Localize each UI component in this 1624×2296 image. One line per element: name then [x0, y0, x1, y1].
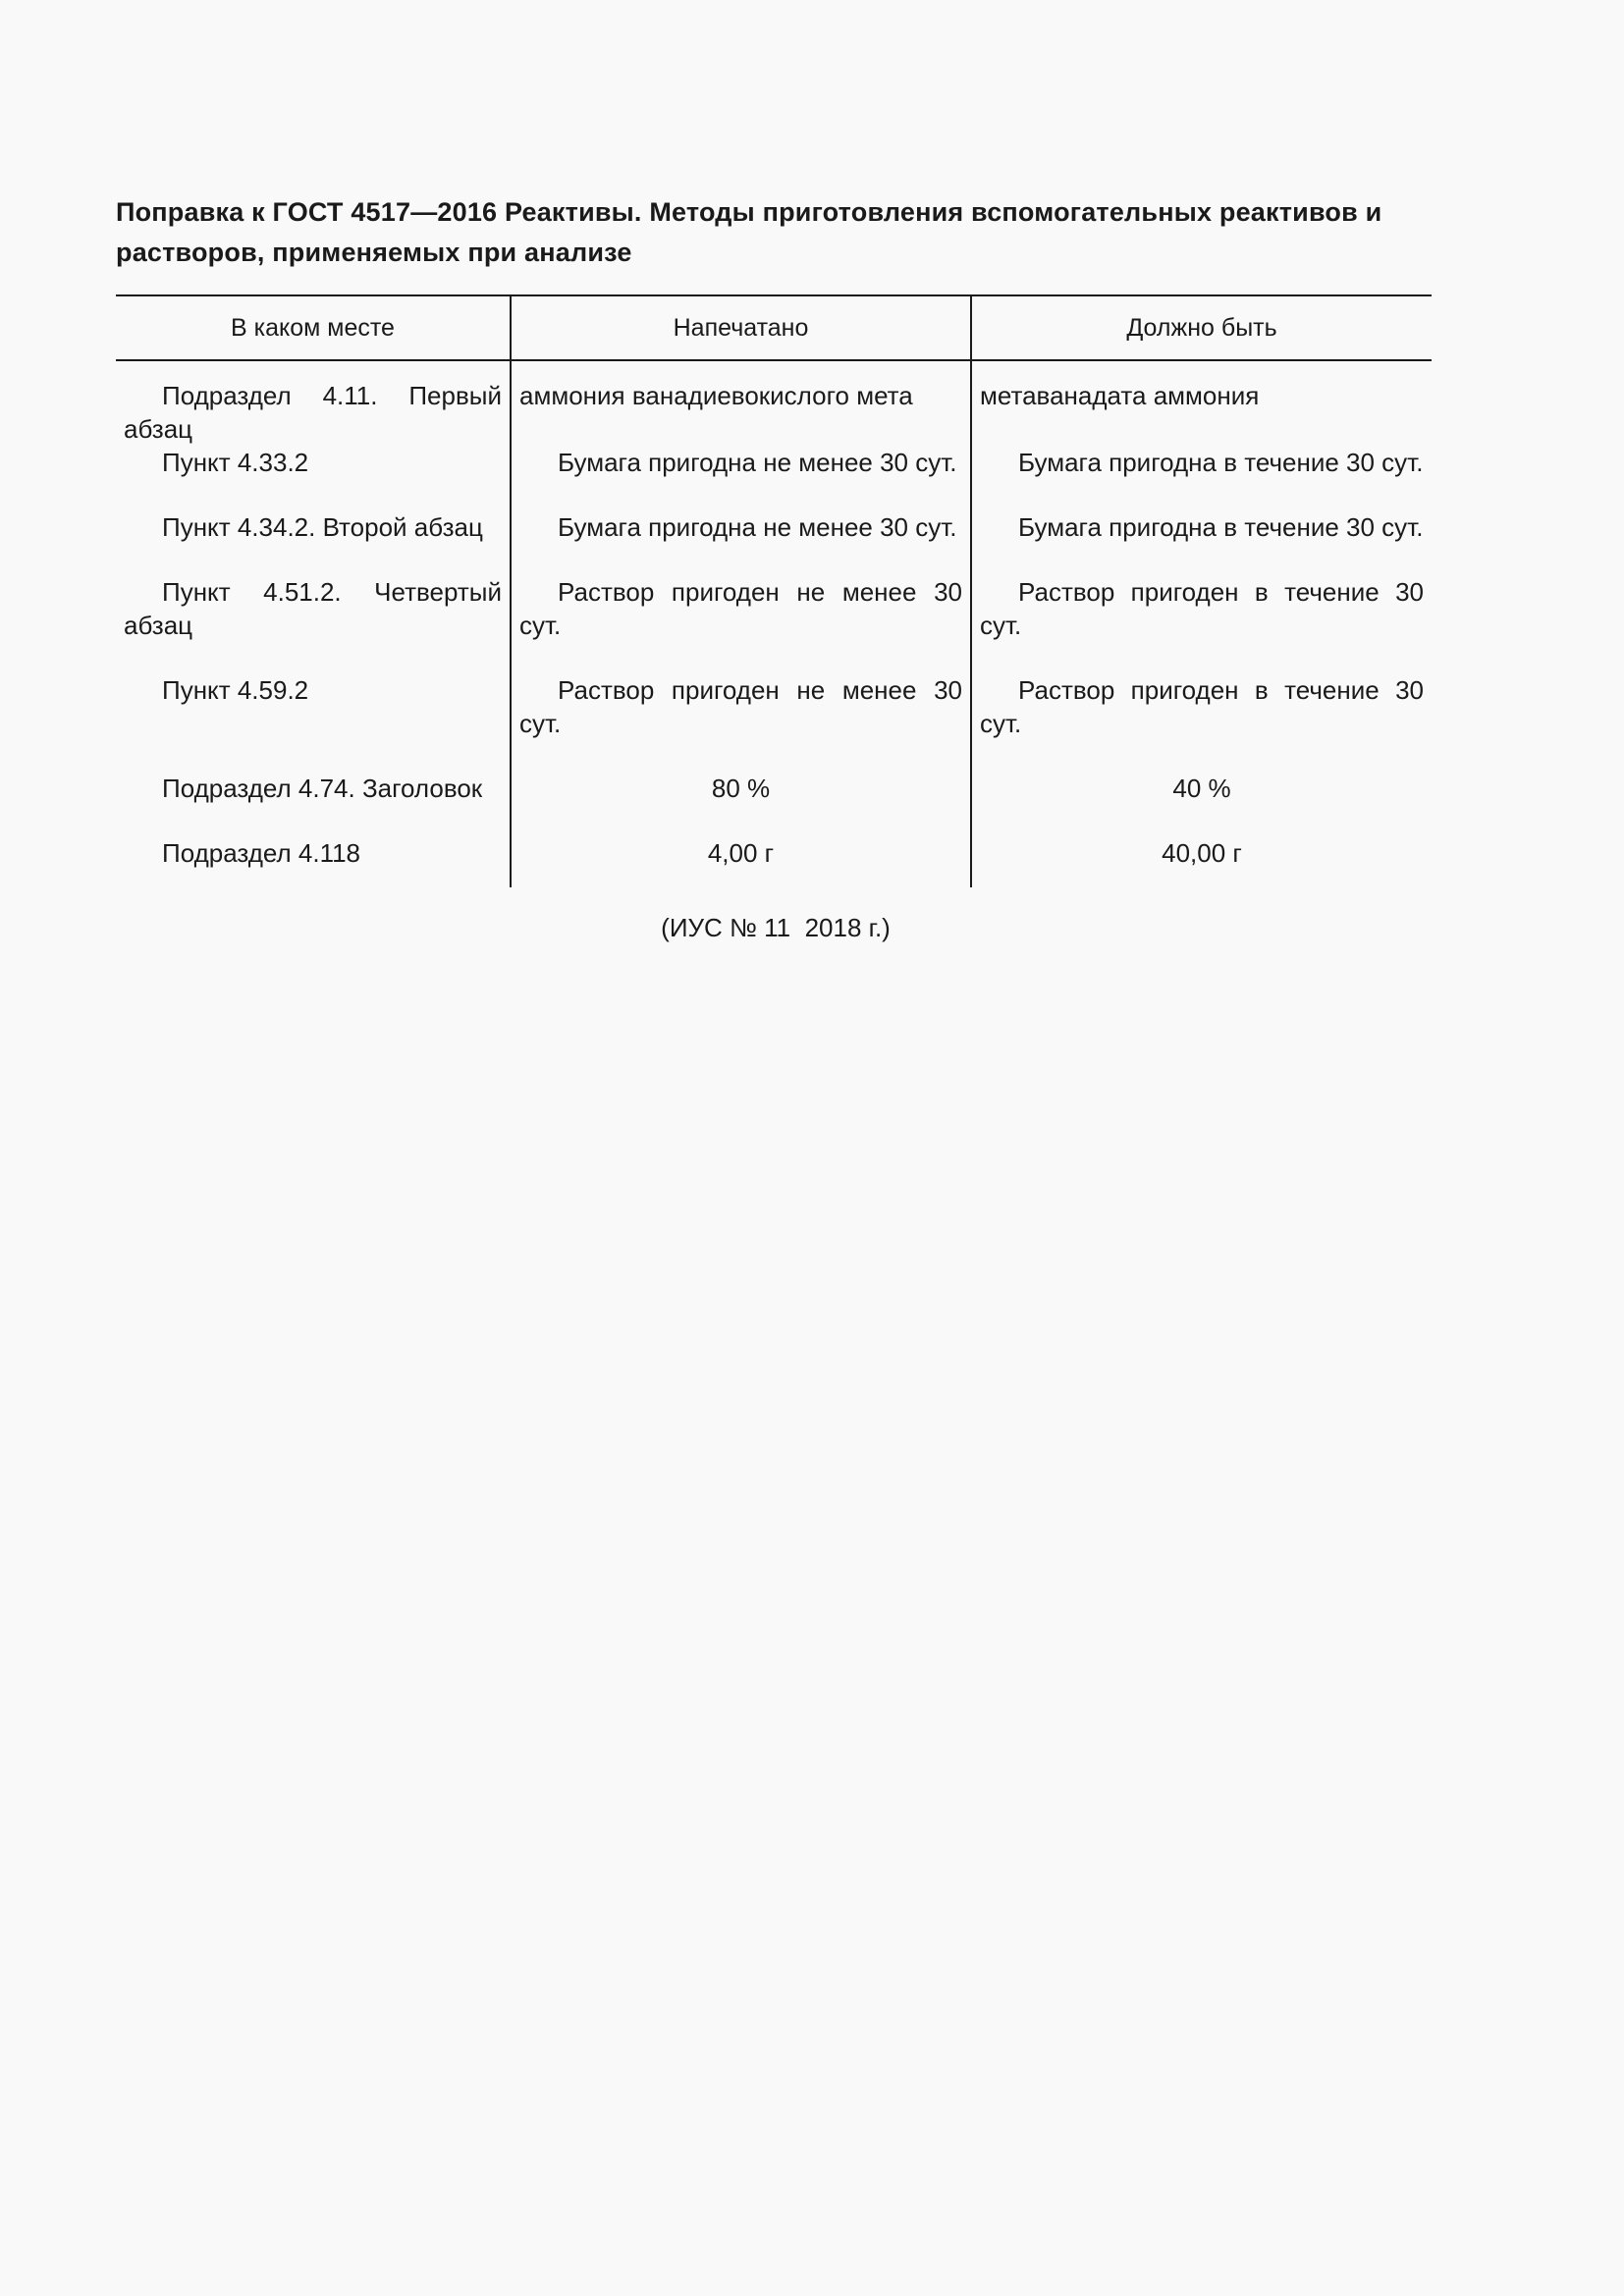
- document-title: Поправка к ГОСТ 4517—2016 Реактивы. Методы приготовления вспомогательных реактивов и растворов, применяемых при анализе: [116, 197, 1382, 267]
- cell-printed: 4,00 г: [511, 836, 971, 887]
- cell-place: Пункт 4.59.2: [162, 675, 309, 705]
- header-correct: Должно быть: [971, 295, 1432, 360]
- cell-place: Подраздел 4.11. Первый абзац: [124, 381, 502, 444]
- cell-place: Подраздел 4.118: [162, 838, 361, 868]
- cell-place: Пункт 4.33.2: [162, 448, 309, 477]
- cell-correct: Бумага пригодна в течение 30 сут.: [971, 446, 1432, 510]
- header-place: В каком месте: [116, 295, 511, 360]
- cell-printed: Бумага пригодна не менее 30 сут.: [511, 446, 971, 510]
- cell-correct: Бумага пригодна в течение 30 сут.: [971, 510, 1432, 575]
- table-header-row: [116, 295, 1432, 360]
- cell-correct: 40,00 г: [971, 836, 1432, 887]
- amendment-table: [116, 294, 1432, 887]
- cell-place: Подраздел 4.74. Заголовок: [162, 774, 483, 803]
- cell-correct: метаванадата аммония: [971, 360, 1432, 446]
- cell-printed: Раствор пригоден не менее 30 сут.: [511, 673, 971, 772]
- cell-printed: Раствор пригоден не менее 30 сут.: [511, 575, 971, 673]
- cell-correct: Раствор пригоден в течение 30 сут.: [971, 575, 1432, 673]
- cell-correct: Раствор пригоден в течение 30 сут.: [971, 673, 1432, 772]
- document-page: [116, 192, 1432, 943]
- table-row: [116, 360, 1432, 446]
- cell-printed: Бумага пригодна не менее 30 сут.: [511, 510, 971, 575]
- table-row: [116, 446, 1432, 510]
- table-row: [116, 575, 1432, 673]
- table-row: [116, 836, 1432, 887]
- table-row: [116, 772, 1432, 836]
- table-row: [116, 673, 1432, 772]
- cell-printed: 80 %: [511, 772, 971, 836]
- publication-reference: (ИУС № 11 2018 г.): [661, 913, 891, 942]
- cell-place: Пункт 4.34.2. Второй абзац: [162, 512, 483, 542]
- cell-place: Пункт 4.51.2. Четвертый абзац: [124, 577, 502, 640]
- table-row: [116, 510, 1432, 575]
- cell-printed: аммония ванадиевокислого мета: [511, 360, 971, 446]
- header-printed: Напечатано: [511, 295, 971, 360]
- cell-correct: 40 %: [971, 772, 1432, 836]
